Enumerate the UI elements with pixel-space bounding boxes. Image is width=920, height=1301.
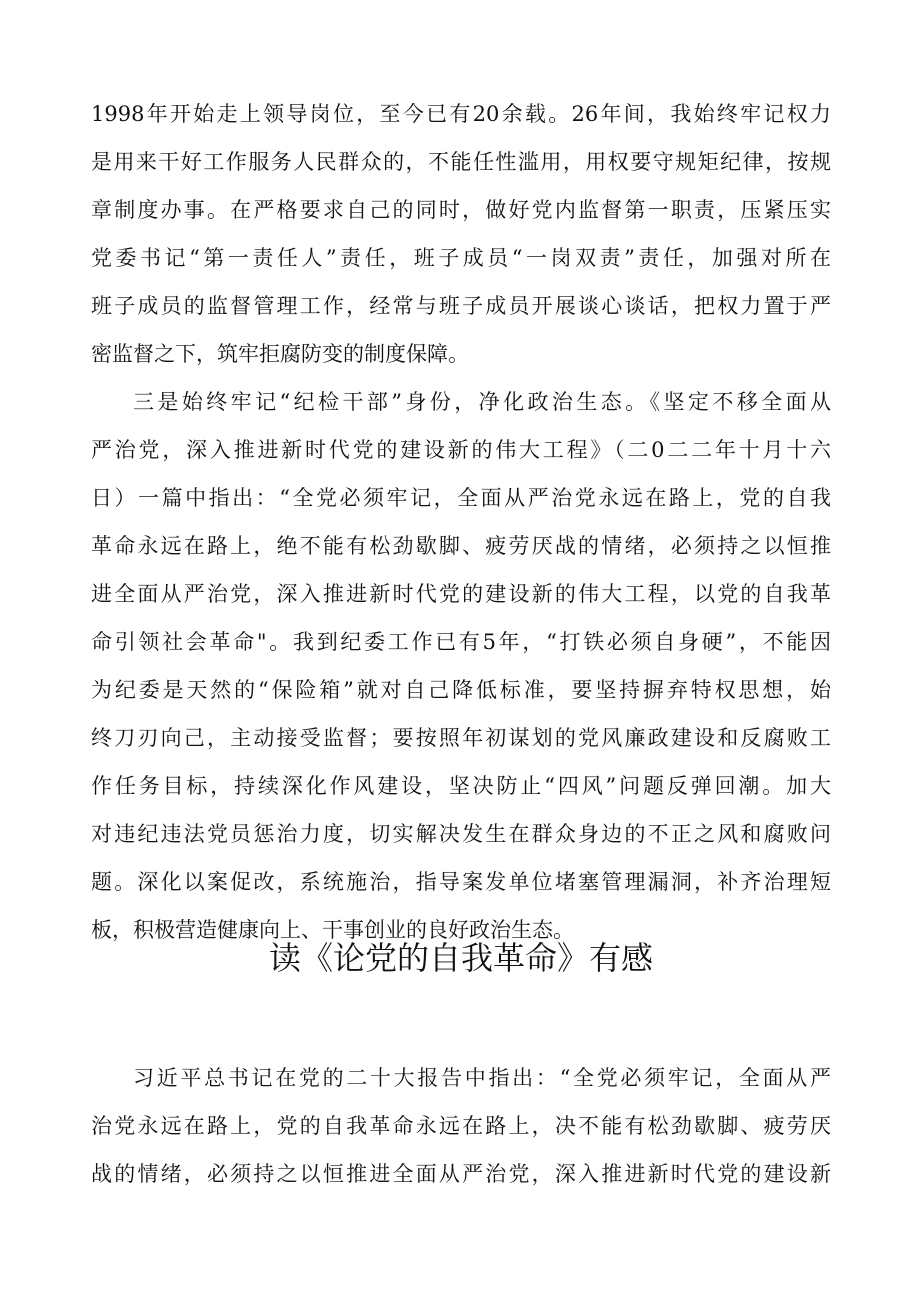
text-line: 板，积极营造健康向上、干事创业的良好政治生态。: [91, 918, 574, 942]
paragraph-discipline-inspection: [91, 378, 831, 954]
text-line: 战的情绪，必须持之以恒推进全面从严治党，深入推进新时代党的建设新: [91, 1162, 831, 1186]
text-line: 为纪委是天然的“保险箱”就对自己降低标准，要坚持摒弃特权思想，始: [91, 678, 831, 702]
text-line: 严治党，深入推进新时代党的建设新的伟大工程》（二0二二年十月十六: [91, 438, 831, 462]
paragraph-power-oversight: [91, 90, 831, 378]
text-line: 是用来干好工作服务人民群众的，不能任性滥用，用权要守规矩纪律，按规: [91, 150, 831, 174]
text-line: 三是始终牢记“纪检干部”身份，净化政治生态。《坚定不移全面从: [133, 390, 831, 414]
text-line: 党委书记“第一责任人”责任，班子成员“一岗双责”责任，加强对所在: [91, 246, 831, 270]
text-line: 习近平总书记在党的二十大报告中指出：“全党必须牢记，全面从严: [133, 1066, 831, 1090]
section-heading: 读《论党的自我革命》有感: [268, 939, 653, 977]
text-line: 日）一篇中指出：“全党必须牢记，全面从严治党永远在路上，党的自我: [91, 486, 831, 510]
text-line: 章制度办事。在严格要求自己的同时，做好党内监督第一职责，压紧压实: [91, 198, 831, 222]
text-line: 1998年开始走上领导岗位，至今已有20余载。26年间，我始终牢记权力: [91, 102, 831, 126]
text-line: 治党永远在路上，党的自我革命永远在路上，决不能有松劲歇脚、疲劳厌: [91, 1114, 831, 1138]
text-line: 班子成员的监督管理工作，经常与班子成员开展谈心谈话，把权力置于严: [91, 294, 831, 318]
text-line: 命引领社会革命"。我到纪委工作已有5年，“打铁必须自身硬”，不能因: [91, 630, 831, 654]
text-line: 题。深化以案促改，系统施治，指导案发单位堵塞管理漏洞，补齐治理短: [91, 870, 831, 894]
text-line: 对违纪违法党员惩治力度，切实解决发生在群众身边的不正之风和腐败问: [91, 822, 831, 846]
text-line: 终刀刃向己，主动接受监督；要按照年初谋划的党风廉政建设和反腐败工: [91, 726, 831, 750]
text-line: 密监督之下，筑牢拒腐防变的制度保障。: [91, 342, 469, 366]
paragraph-report-quote: [91, 1054, 831, 1198]
text-line: 革命永远在路上，绝不能有松劲歇脚、疲劳厌战的情绪，必须持之以恒推: [91, 534, 831, 558]
text-line: 作任务目标，持续深化作风建设，坚决防止“四风”问题反弹回潮。加大: [91, 774, 831, 798]
text-line: 进全面从严治党，深入推进新时代党的建设新的伟大工程，以党的自我革: [91, 582, 831, 606]
